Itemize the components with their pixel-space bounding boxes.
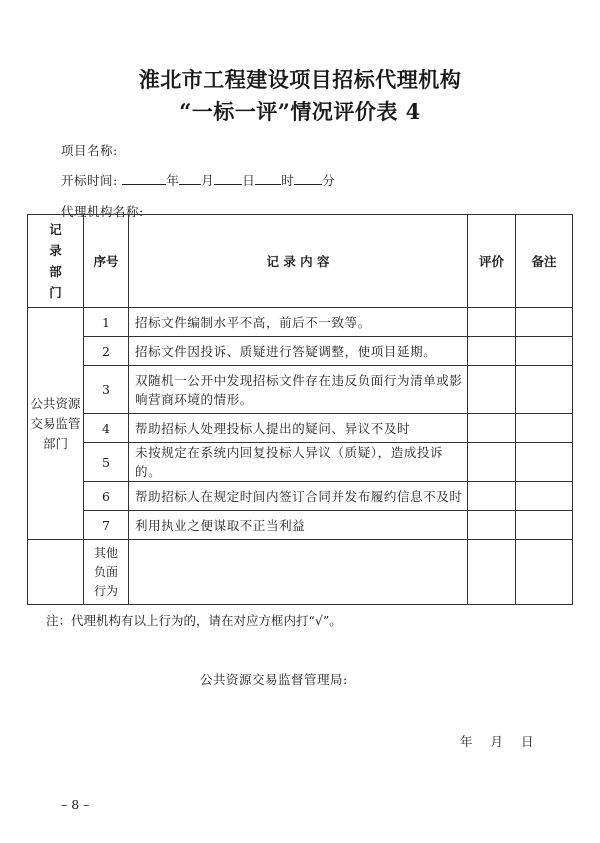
table-row <box>28 337 573 366</box>
header-serial: 序号 <box>84 215 129 308</box>
remarks-box[interactable] <box>516 511 573 540</box>
header-remarks: 备注 <box>516 215 573 308</box>
row-content: 帮助招标人处理投标人提出的疑问、异议不及时 <box>129 414 468 443</box>
evaluation-box[interactable] <box>468 414 516 443</box>
evaluation-box[interactable] <box>468 308 516 337</box>
year-unit: 年 <box>166 173 180 188</box>
day-blank <box>214 172 242 185</box>
row-number: 7 <box>84 511 129 540</box>
row-number: 4 <box>84 414 129 443</box>
header-evaluation: 评价 <box>468 215 516 308</box>
row-content: 未按规定在系统内回复投标人异议（质疑），造成投诉的。 <box>129 443 468 482</box>
remarks-box[interactable] <box>516 414 573 443</box>
row-content: 帮助招标人在规定时间内签订合同并发布履约信息不及时 <box>129 482 468 511</box>
minute-unit: 分 <box>322 173 336 188</box>
evaluation-table <box>27 214 573 605</box>
date-day: 日 <box>521 734 534 749</box>
evaluation-box[interactable] <box>468 482 516 511</box>
evaluation-box[interactable] <box>468 443 516 482</box>
open-time-field <box>61 171 335 189</box>
open-time-label: 开标时间: <box>61 173 118 188</box>
row-number: 6 <box>84 482 129 511</box>
department-cell: 公共资源交易监管部门 <box>28 308 84 540</box>
hour-blank <box>255 172 281 185</box>
remarks-box[interactable] <box>516 540 573 605</box>
remarks-box[interactable] <box>516 337 573 366</box>
other-row <box>28 540 573 605</box>
date-line <box>460 732 534 750</box>
table-row <box>28 366 573 414</box>
month-unit: 月 <box>201 173 215 188</box>
year-blank <box>122 172 166 185</box>
table-row <box>28 482 573 511</box>
row-content: 双随机一公开中发现招标文件存在违反负面行为清单或影响营商环境的情形。 <box>129 366 468 414</box>
row-number: 3 <box>84 366 129 414</box>
table-row <box>28 414 573 443</box>
other-content-box[interactable] <box>129 540 468 605</box>
header-record-dept: 记录部门 <box>28 215 84 308</box>
agency-name-field: 代理机构名称: <box>61 204 144 219</box>
remarks-box[interactable] <box>516 482 573 511</box>
row-content: 招标文件因投诉、质疑进行答疑调整，使项目延期。 <box>129 337 468 366</box>
table-row <box>28 443 573 482</box>
row-number: 5 <box>84 443 129 482</box>
hour-unit: 时 <box>281 173 295 188</box>
remarks-box[interactable] <box>516 308 573 337</box>
project-name-field: 项目名称: <box>61 143 118 158</box>
row-number: 2 <box>84 337 129 366</box>
table-row <box>28 308 573 337</box>
table-row <box>28 511 573 540</box>
page-number: – 8 – <box>61 797 90 812</box>
minute-blank <box>294 172 322 185</box>
evaluation-box[interactable] <box>468 511 516 540</box>
evaluation-box[interactable] <box>468 337 516 366</box>
evaluation-box[interactable] <box>468 366 516 414</box>
signature-line: 公共资源交易监督管理局: <box>200 672 348 687</box>
date-year: 年 <box>460 734 473 749</box>
remarks-box[interactable] <box>516 443 573 482</box>
document-subtitle: “一标一评”情况评价表 4 <box>179 99 421 124</box>
other-label: 其他负面行为 <box>93 545 118 598</box>
remarks-box[interactable] <box>516 366 573 414</box>
date-month: 月 <box>490 734 504 749</box>
header-row <box>28 215 573 308</box>
document-title: 淮北市工程建设项目招标代理机构 <box>138 67 462 92</box>
other-label-cell <box>84 540 129 605</box>
evaluation-box[interactable] <box>468 540 516 605</box>
row-number: 1 <box>84 308 129 337</box>
header-record-content: 记 录 内 容 <box>129 215 468 308</box>
other-dept-cell <box>28 540 84 605</box>
row-content: 利用执业之便谋取不正当利益 <box>129 511 468 540</box>
month-blank <box>179 172 201 185</box>
footnote: 注：代理机构有以上行为的，请在对应方框内打“√”。 <box>46 613 342 628</box>
day-unit: 日 <box>242 173 256 188</box>
row-content: 招标文件编制水平不高，前后不一致等。 <box>129 308 468 337</box>
